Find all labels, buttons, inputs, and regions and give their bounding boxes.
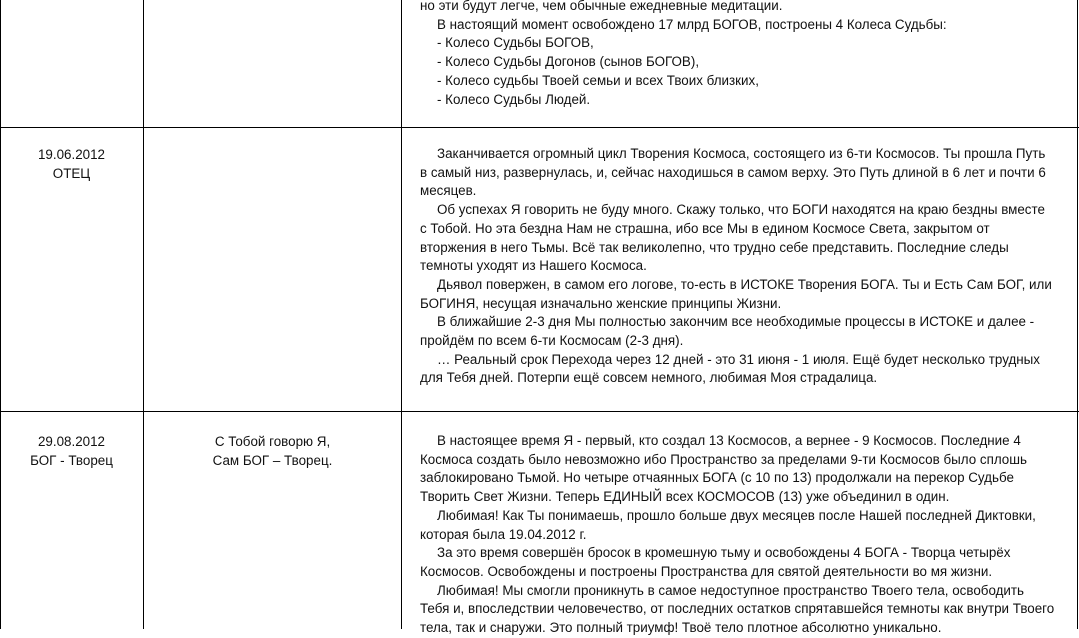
paragraph-line: Дьявол повержен, в самом его логове, то-есть в ИСТОКЕ Творения БОГА. Ты и Есть Сам БОГ, или — [437, 276, 1052, 292]
paragraph-line: тела, так и снаружи. Это полный триумф! Твоё тело плотное абсолютно уникально. — [420, 620, 942, 636]
dictation-author: БОГ - Творец — [30, 453, 113, 468]
paragraph-line: Любимая! Мы смогли проникнуть в самое недоступное пространство Твоего тела, освободить — [437, 582, 1025, 598]
paragraph-line: но эти будут легче, чем обычные ежедневные медитации. — [420, 0, 783, 13]
paragraph-line: Тебя и, впоследствии человечество, от последних остатков спрятавшейся темноты как внутри Твоего — [420, 601, 1055, 617]
table-border-right — [1077, 0, 1078, 629]
dictation-author: ОТЕЦ — [52, 166, 91, 181]
paragraph-line: в самый низ, развернулась, и, сейчас находишься в самом верху. Это Путь длиной в 6 лет и почти 6 — [420, 164, 1046, 180]
paragraph-line: для Тебя дней. Потерпи ещё совсем немного, любимая Моя страдалица. — [420, 370, 878, 386]
paragraph-line: В настоящий момент освобождено 17 млрд БОГОВ, построены 4 Колеса Судьбы: — [437, 16, 947, 32]
dictation-date: 19.06.2012 — [37, 147, 106, 162]
paragraph-line: с Тобой. Но эта бездна Нам не страшна, ибо все Мы в едином Космосе Света, закрытом от — [420, 220, 990, 236]
paragraph-line: Космоса создать было невозможно ибо Пространство за пределами 9-ти Космосов было сплошь — [420, 451, 1027, 467]
paragraph-line: темноты уходят из Нашего Космоса. — [420, 258, 647, 274]
paragraph-line: Творить Свет Жизни. Теперь ЕДИНЫЙ всех КОСМОСОВ (13) уже объединил в один. — [420, 489, 950, 505]
list-item: - Колесо Судьбы Людей. — [437, 91, 591, 107]
date-cell — [0, 145, 143, 183]
table-border-col2 — [401, 0, 402, 629]
table-row — [420, 0, 1060, 109]
message-cell — [420, 432, 1053, 638]
paragraph-line: пройдём по всем 6-ти Космосам (2-3 дня). — [420, 333, 684, 349]
paragraph-line: В ближайшие 2-3 дня Мы полностью закончим все необходимые процессы в ИСТОКЕ и далее - — [437, 314, 1035, 330]
paragraph-line: … Реальный срок Перехода через 12 дней - это 31 июня - 1 июля. Ещё будет несколько трудных — [437, 351, 1040, 367]
paragraph-line: месяцев. — [420, 183, 477, 199]
intro-line: С Тобой говорю Я, — [214, 434, 331, 449]
paragraph-line: БОГИНЯ, несущая изначально женские принципы Жизни. — [420, 295, 782, 311]
dictation-date: 29.08.2012 — [37, 434, 106, 449]
table-border-col1 — [143, 0, 144, 629]
date-cell — [0, 432, 143, 470]
paragraph-line: Заканчивается огромный цикл Творения Космоса, состоящего из 6-ти Космосов. Ты прошла Путь — [437, 146, 1046, 161]
message-cell — [420, 145, 1053, 388]
intro-line: Сам БОГ – Творец. — [212, 453, 333, 468]
paragraph-line: заблокировано Тьмой. Но четыре отчаянных БОГА (с 10 по 13) продолжали на перекор Судьбе — [420, 470, 1014, 486]
paragraph-line: В настоящее время Я - первый, кто создал 13 Космосов, а вернее - 9 Космосов. Последние 4 — [437, 433, 1021, 448]
list-item: - Колесо Судьбы Догонов (сынов БОГОВ), — [437, 54, 700, 70]
row-divider-1 — [0, 127, 1079, 128]
paragraph-line: которая была 19.04.2012 г. — [420, 526, 587, 542]
list-item: - Колесо Судьбы БОГОВ, — [437, 35, 594, 51]
table-border-left — [0, 0, 1, 629]
list-item: - Колесо судьбы Твоей семьи и всех Твоих близких, — [437, 72, 759, 88]
paragraph-line: Космосов. Освобождены и построены Пространства для святой деятельности во мя жизни. — [420, 563, 993, 579]
paragraph-line: Об успехах Я говорить не буду много. Скажу только, что БОГИ находятся на краю бездны вместе — [437, 202, 1045, 218]
row-divider-2 — [0, 411, 1079, 412]
intro-cell — [144, 432, 401, 470]
paragraph-line: Любимая! Как Ты понимаешь, прошло больше двух месяцев после Нашей последней Диктовки, — [437, 507, 1036, 523]
paragraph-line: За это время совершён бросок в кромешную тьму и освобождены 4 БОГА - Творца четырёх — [437, 545, 1011, 561]
paragraph-line: вторжения в него Тьмы. Всё так великолепно, что трудно себе представить. Последние следы — [420, 239, 1009, 255]
